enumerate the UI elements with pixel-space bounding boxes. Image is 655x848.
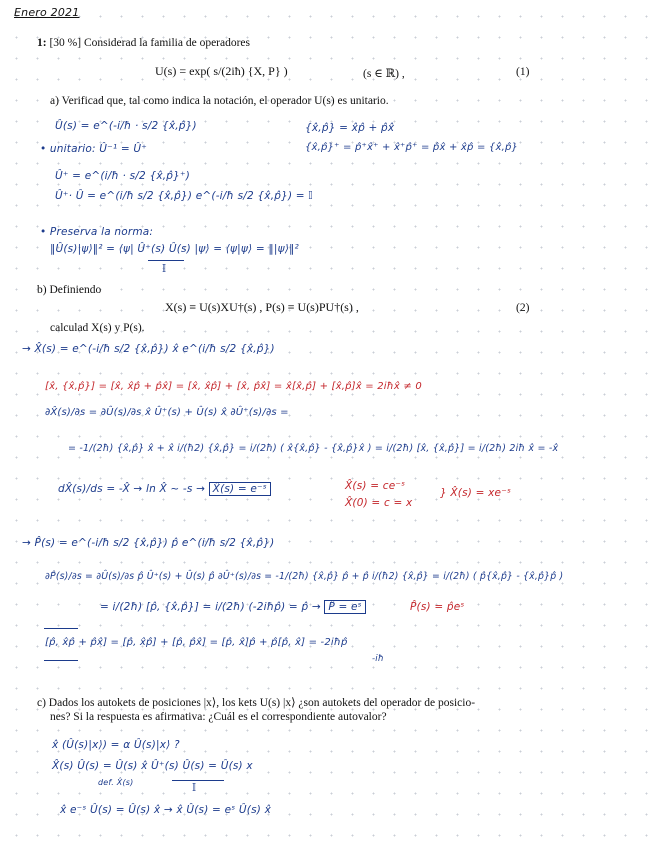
part-c-prompt-line1: c) Dados los autokets de posiciones |x⟩, los kets U(s) |x⟩ ¿son autokets del operador de posicio- bbox=[37, 697, 476, 709]
note-a-unitary-def: Û(s) = e^(-i/ħ · s/2 {x̂,p̂}) bbox=[55, 120, 197, 132]
note-b-minus-ihbar: -iħ bbox=[372, 654, 384, 664]
equation-2-number: (2) bbox=[516, 302, 530, 314]
equation-1-number: (1) bbox=[516, 66, 530, 78]
note-b-ps-derivative: ∂P̂(s)/∂s = ∂Û(s)/∂s p̂ Û⁺(s) + Û(s) p̂ ∂Û⁺(s)/∂s = -1/(2ħ) {x̂,p̂} p̂ + p̂ i/(ħ2) {x̂,p̂} = i/(2ħ) ( p̂{x̂,p̂} - {x̂,p̂}p̂ ) bbox=[45, 571, 564, 582]
note-b-xs-boxed: X̂(s) = e⁻ˢ bbox=[209, 482, 271, 496]
tilde-mark-bottom bbox=[44, 660, 78, 661]
problem-number: 1: bbox=[37, 37, 47, 49]
note-c-identity: 𝕀 bbox=[192, 782, 197, 794]
note-b-ps-boxed: P̂ = eˢ bbox=[324, 600, 365, 614]
equation-1-condition: (s ∈ ℝ) , bbox=[363, 68, 405, 80]
problem-intro: Considerad la familia de operadores bbox=[83, 37, 251, 49]
note-a-product: Û⁺· Û = e^(i/ħ s/2 {x̂,p̂}) e^(-i/ħ s/2 {x̂,p̂}) = 𝕀 bbox=[55, 190, 313, 202]
note-b-general-solution: X̂(s) = ce⁻ˢ bbox=[345, 480, 406, 492]
equation-1: U(s) = exp( s/(2iħ) {X, P} ) bbox=[155, 64, 288, 78]
part-a-prompt: a) Verificad que, tal como indica la notación, el operador U(s) es unitario. bbox=[50, 95, 389, 107]
note-a-unitary-cond: • unitario: Û⁻¹ = Û⁺ bbox=[40, 143, 147, 155]
tilde-mark-top bbox=[44, 628, 78, 629]
problem-weight: [30 %] bbox=[49, 37, 82, 49]
note-c-transform: X̂(s) Û(s) = Û(s) x̂ Û⁺(s) Û(s) = Û(s) x bbox=[52, 760, 253, 772]
problem-heading bbox=[37, 37, 250, 49]
note-b-ps-def: → P̂(s) = e^(-i/ħ s/2 {x̂,p̂}) p̂ e^(i/ħ s/2 {x̂,p̂}) bbox=[22, 537, 275, 549]
underbrace-identity bbox=[148, 260, 184, 261]
note-b-derivative: ∂X̂(s)/∂s = ∂Û(s)/∂s x̂ Û⁺(s) + Û(s) x̂ ∂Û⁺(s)/∂s = bbox=[45, 407, 289, 418]
note-a-norm: ‖Û(s)|ψ⟩‖² = ⟨ψ| Û⁺(s) Û(s) |ψ⟩ = ⟨ψ|ψ⟩ = ‖|ψ⟩‖² bbox=[50, 243, 299, 255]
note-c-def-label: def. X̂(s) bbox=[98, 778, 134, 787]
page-date: Enero 2021 bbox=[14, 6, 80, 19]
note-b-p-commutator: [p̂, x̂p̂ + p̂x̂] = [p̂, x̂p̂] + [p̂, p̂x̂] = [p̂, x̂]p̂ + p̂[p̂, x̂] = -2iħp̂ bbox=[45, 637, 348, 648]
note-b-ps-text: = i/(2ħ) [p̂, {x̂,p̂}] = i/(2ħ) (-2iħp̂) = p̂ → bbox=[100, 601, 321, 613]
part-c-prompt-line2: nes? Si la respuesta es afirmativa: ¿Cuál es el correspondiente autovalor? bbox=[50, 711, 387, 723]
note-a-adjoint: Û⁺ = e^(i/ħ · s/2 {x̂,p̂}⁺) bbox=[55, 170, 191, 182]
part-b-request: calculad X(s) y P(s). bbox=[50, 322, 145, 334]
part-b-prompt: b) Definiendo bbox=[37, 284, 102, 296]
note-b-derivative-result: = -1/(2ħ) {x̂,p̂} x̂ + x̂ i/(ħ2) {x̂,p̂} = i/(2ħ) ( x̂{x̂,p̂} - {x̂,p̂}x̂ ) = i/(2ħ) [x̂, {x̂,p̂}] = i/(2ħ) 2iħ x̂ = -x̂ bbox=[68, 443, 559, 454]
note-c-result: x̂ e⁻ˢ Û(s) = Û(s) x̂ → x̂ Û(s) = eˢ Û(s) x̂ bbox=[60, 804, 271, 816]
note-b-ode-text: dX̂(s)/ds = -X̂ → ln X̂ ~ -s → bbox=[58, 483, 206, 495]
note-b-ps-final: P̂(s) = p̂eˢ bbox=[410, 601, 465, 613]
note-b-initial-condition: X̂(0) = c = x bbox=[345, 497, 413, 509]
note-c-question: x̂ (Û(s)|x⟩) = α Û(s)|x⟩ ? bbox=[52, 739, 180, 751]
underbrace-c-identity bbox=[172, 780, 224, 781]
note-a-anticommutator: {x̂,p̂} = x̂p̂ + p̂x̂ bbox=[305, 122, 395, 134]
note-a-norm-heading: • Preserva la norma: bbox=[40, 226, 154, 238]
note-a-identity: 𝕀 bbox=[162, 263, 167, 275]
note-b-commutator: [x̂, {x̂,p̂}] = [x̂, x̂p̂ + p̂x̂] = [x̂, x̂p̂] + [x̂, p̂x̂] = x̂[x̂,p̂] + [x̂,p̂]x̂ = 2iħx̂ ≠ 0 bbox=[45, 381, 422, 392]
note-b-ode bbox=[58, 483, 271, 495]
note-b-ps-result bbox=[100, 601, 366, 613]
note-a-hermitian: {x̂,p̂}⁺ = p̂⁺x̂⁺ + x̂⁺p̂⁺ = p̂x̂ + x̂p̂ = {x̂,p̂} bbox=[305, 142, 519, 153]
note-b-xs-def: → X̂(s) = e^(-i/ħ s/2 {x̂,p̂}) x̂ e^(i/ħ s/2 {x̂,p̂}) bbox=[22, 343, 275, 355]
equation-2: X(s) ≡ U(s)XU†(s) , P(s) ≡ U(s)PU†(s) , bbox=[165, 300, 359, 314]
note-b-xs-result: } X̂(s) = xe⁻ˢ bbox=[440, 487, 512, 499]
